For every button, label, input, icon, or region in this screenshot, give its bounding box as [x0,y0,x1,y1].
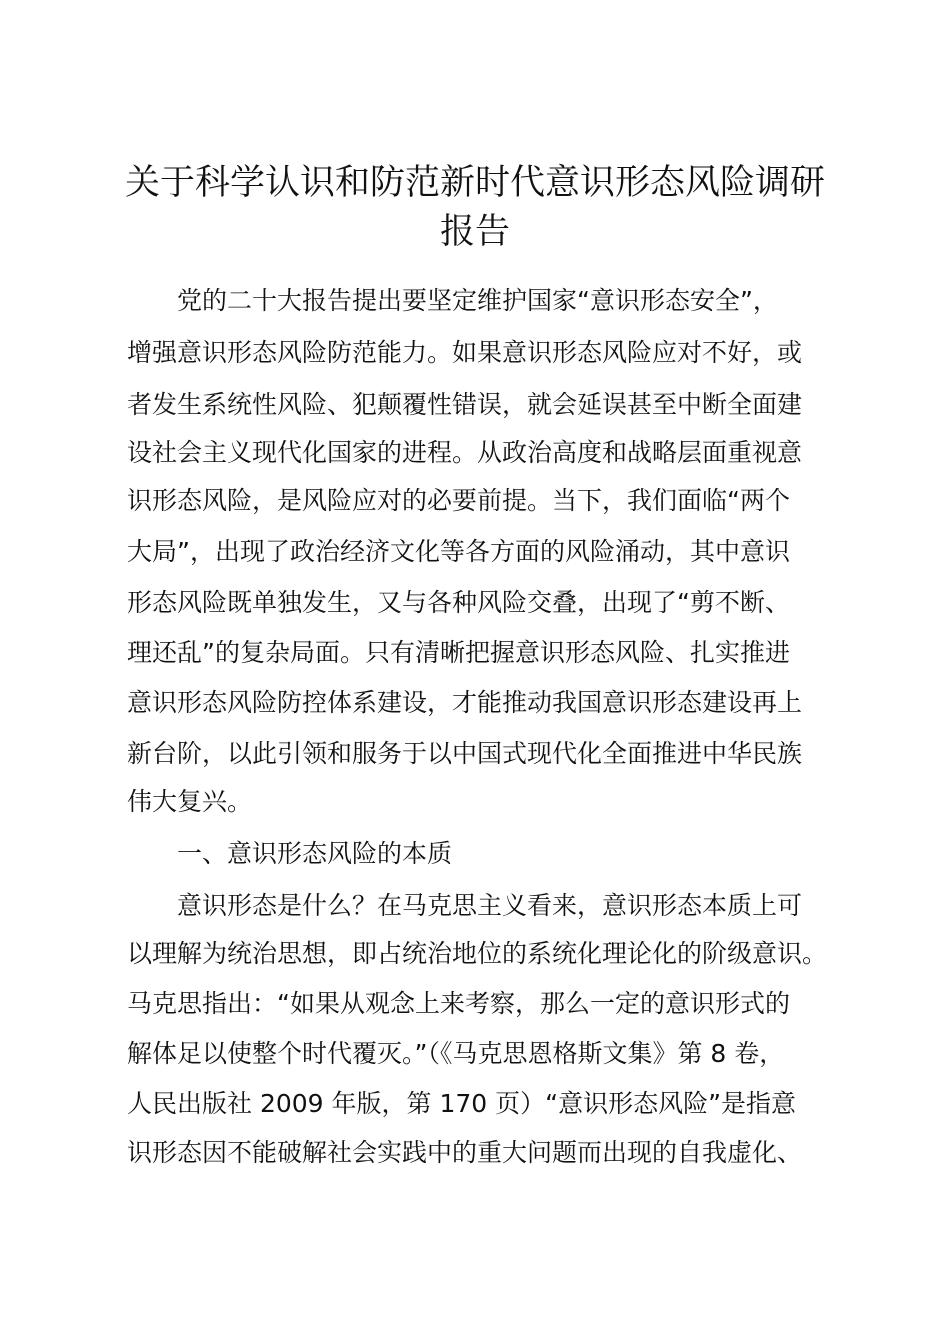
paragraph1-line: 理还乱”的复杂局面。只有清晰把握意识形态风险、扎实推进 [127,638,790,667]
document-title-line-1: 关于科学认识和防范新时代意识形态风险调研 [124,163,825,203]
paragraph1-line: 识形态风险，是风险应对的必要前提。当下，我们面临“两个 [127,486,790,515]
paragraph2-line: 以理解为统治思想，即占统治地位的系统化理论化的阶级意识。 [127,939,828,968]
paragraph1-line: 者发生系统性风险、犯颠覆性错误，就会延误甚至中断全面建 [127,390,803,419]
paragraph2-line: 识形态因不能破解社会实践中的重大问题而出现的自我虚化、 [127,1138,803,1167]
paragraph1-line: 伟大复兴。 [127,787,253,816]
paragraph2-line: 人民出版社 2009 年版，第 170 页）“意识形态风险”是指意 [127,1089,797,1118]
paragraph1-line: 形态风险既单独发生，又与各种风险交叠，出现了“剪不断、 [127,588,790,617]
paragraph2-line: 解体足以使整个时代覆灭。”（《马克思恩格斯文集》第 8 卷， [127,1039,785,1068]
paragraph1-line: 意识形态风险防控体系建设，才能推动我国意识形态建设再上 [127,688,803,717]
paragraph2-line: 意识形态是什么？在马克思主义看来，意识形态本质上可 [177,891,803,920]
paragraph1-line: 增强意识形态风险防范能力。如果意识形态风险应对不好，或 [127,338,803,367]
paragraph2-line: 马克思指出：“如果从观念上来考察，那么一定的意识形式的 [127,989,790,1018]
paragraph1-line: 设社会主义现代化国家的进程。从政治高度和战略层面重视意 [127,438,803,467]
paragraph1-line: 党的二十大报告提出要坚定维护国家“意识形态安全”， [177,286,778,315]
paragraph1-line: 大局”，出现了政治经济文化等各方面的风险涌动，其中意识 [127,537,790,566]
section-heading: 一、意识形态风险的本质 [177,839,453,868]
document-title-line-2: 报告 [439,212,510,252]
paragraph1-line: 新台阶，以此引领和服务于以中国式现代化全面推进中华民族 [127,739,803,768]
